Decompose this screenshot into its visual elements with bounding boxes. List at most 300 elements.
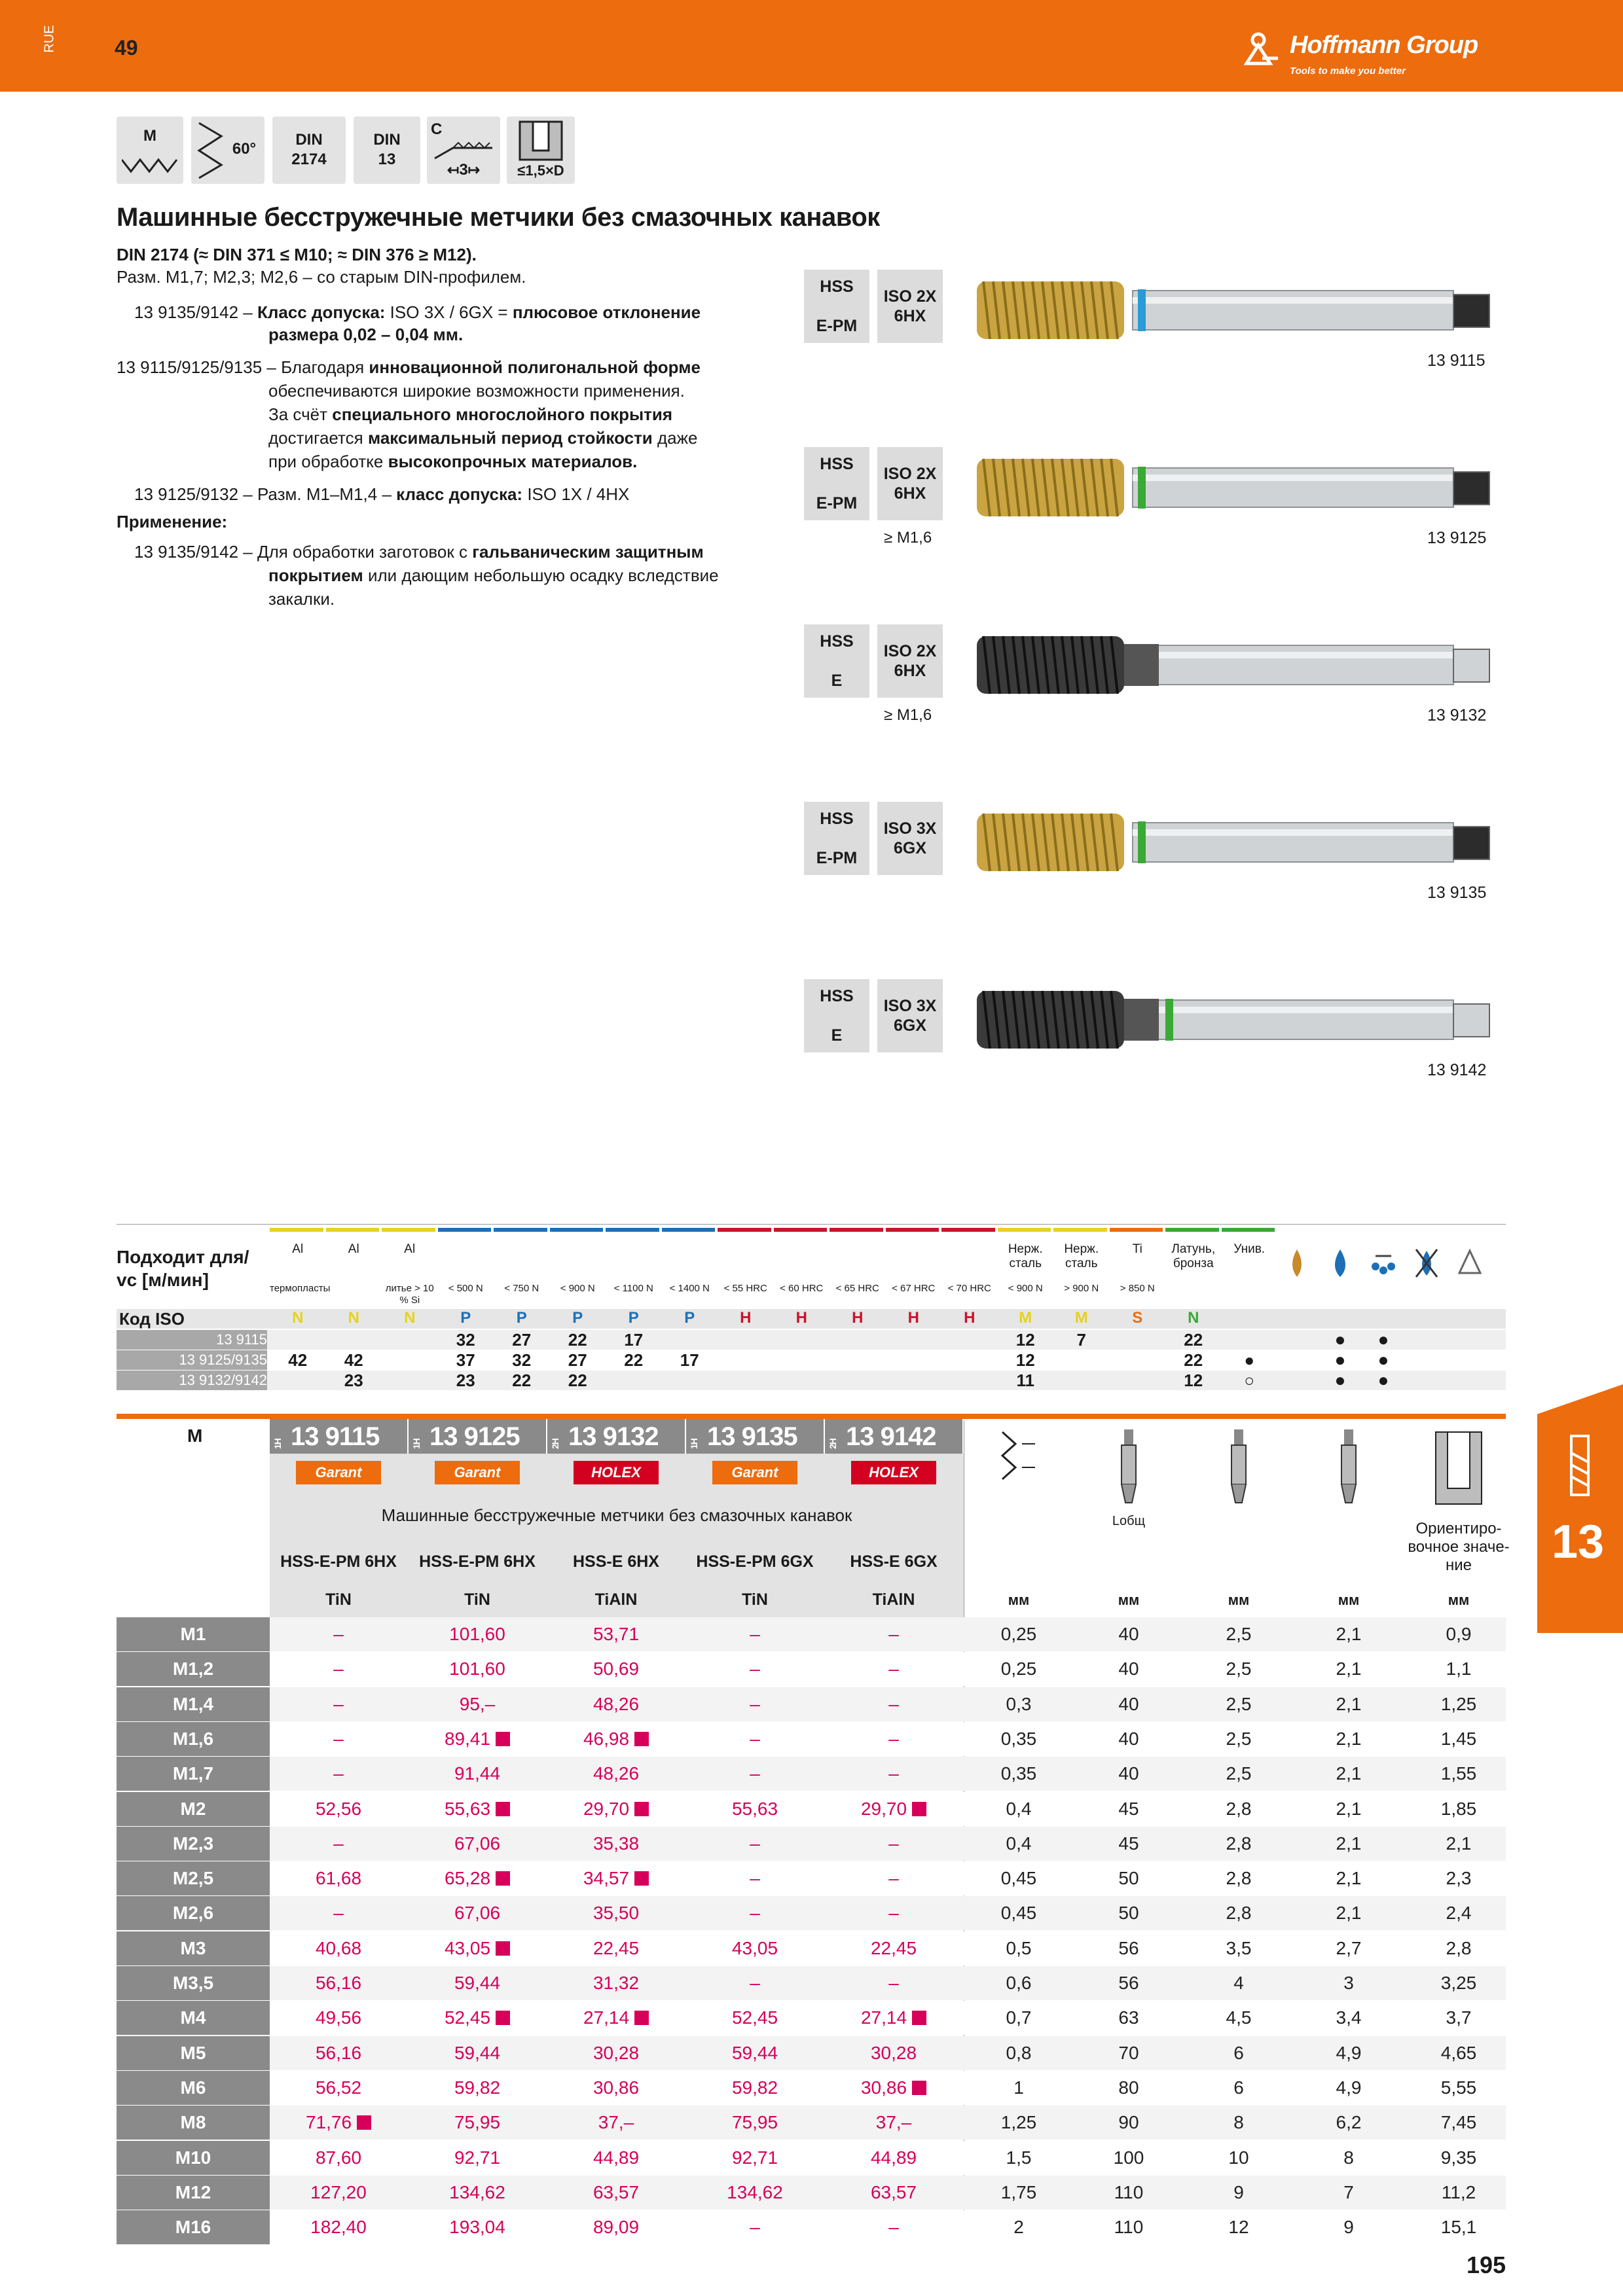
price-value: 53,71: [593, 1624, 640, 1644]
price-marker-icon: [496, 1802, 510, 1816]
tolerance-badge: [877, 270, 943, 343]
iso-code: P: [460, 1309, 471, 1327]
square-size-icon: [1319, 1426, 1378, 1517]
price-cell[interactable]: [686, 2071, 824, 2105]
cutting-speed-value: 37: [456, 1350, 475, 1370]
price-cell[interactable]: [825, 2001, 962, 2035]
brand-name: Hoffmann Group: [1290, 31, 1478, 59]
price-cell[interactable]: [270, 2210, 407, 2244]
price-value: 55,63: [444, 1798, 491, 1819]
dimension-value: 4,9: [1336, 2077, 1362, 2098]
dimension-value: 2,8: [1226, 1833, 1252, 1854]
price-cell[interactable]: [547, 2036, 685, 2070]
brand-badge: Garant: [296, 1461, 381, 1484]
price-cell[interactable]: [270, 1931, 407, 1965]
product-code-header[interactable]: [825, 1419, 962, 1454]
tolerance-line: 6HX: [894, 662, 926, 680]
suitability-row: [117, 1330, 1506, 1350]
material-header: Унив.: [1233, 1242, 1266, 1256]
tap-image: [969, 789, 1519, 893]
price-cell[interactable]: [825, 1792, 962, 1826]
material-subheader: < 70 HRC: [947, 1283, 991, 1294]
price-cell[interactable]: [686, 2036, 824, 2070]
product-coating: TiN: [742, 1590, 768, 1609]
price-cell[interactable]: [409, 2176, 546, 2210]
price-value: 37,–: [598, 2112, 634, 2133]
price-cell[interactable]: [686, 2176, 824, 2210]
dimension-unit: мм: [1338, 1592, 1360, 1608]
price-value: –: [888, 1624, 899, 1644]
price-cell[interactable]: [409, 2001, 546, 2035]
price-cell[interactable]: [547, 2176, 685, 2210]
price-cell[interactable]: [825, 2106, 962, 2140]
dimension-value: 2,5: [1226, 1728, 1252, 1749]
price-cell[interactable]: [547, 1617, 685, 1651]
dimension-value: 4,5: [1226, 2007, 1252, 2028]
price-value: –: [888, 1973, 899, 1993]
dimension-value: 4: [1233, 1973, 1244, 1993]
price-value: –: [888, 1903, 899, 1924]
price-cell[interactable]: [270, 1827, 407, 1861]
price-value: –: [333, 1763, 344, 1784]
price-cell[interactable]: [270, 1652, 407, 1686]
thread-size: M1,2: [117, 1652, 270, 1686]
price-cell[interactable]: [686, 1722, 824, 1756]
price-cell[interactable]: [686, 1652, 824, 1686]
price-cell[interactable]: [409, 1757, 546, 1791]
iso-code: S: [1132, 1309, 1143, 1327]
price-value: 134,62: [727, 2181, 783, 2202]
price-cell[interactable]: [409, 1827, 546, 1861]
price-value: –: [333, 1624, 344, 1644]
iso-code: H: [740, 1309, 752, 1327]
chapter-tab[interactable]: [1537, 1384, 1623, 1633]
dimension-value: 0,25: [1000, 1624, 1037, 1644]
material-header: Нерж. сталь: [1064, 1242, 1099, 1270]
price-cell[interactable]: [270, 2036, 407, 2070]
price-marker-icon: [496, 1732, 510, 1746]
shank-diameter-icon: [1209, 1426, 1268, 1517]
dimension-value: 110: [1114, 2217, 1144, 2238]
price-cell[interactable]: [686, 2141, 824, 2175]
dimension-value: 4,65: [1440, 2042, 1477, 2063]
price-cell[interactable]: [270, 1722, 407, 1756]
price-cell[interactable]: [547, 1757, 685, 1791]
price-value: –: [750, 1973, 760, 1993]
price-cell[interactable]: [686, 1757, 824, 1791]
material-header: Al: [292, 1242, 304, 1256]
price-cell[interactable]: [825, 1966, 962, 2000]
iso-code: H: [964, 1309, 976, 1327]
dimension-value: 100: [1113, 2147, 1144, 2168]
price-cell[interactable]: [270, 1617, 407, 1651]
price-value: –: [750, 1903, 760, 1924]
dimension-value: 2,5: [1226, 1763, 1252, 1784]
price-cell[interactable]: [547, 1861, 685, 1895]
price-value: 48,26: [593, 1693, 640, 1714]
price-value: 55,63: [731, 1798, 778, 1819]
tolerance-mark: 1H: [411, 1439, 422, 1449]
price-value: 67,06: [454, 1833, 501, 1854]
price-value: 22,45: [593, 1937, 640, 1958]
price-cell[interactable]: [686, 2001, 824, 2035]
thread-pitch-icon: [989, 1426, 1048, 1517]
cutting-speed-value: 22: [568, 1330, 587, 1350]
dimension-value: 2,4: [1446, 1903, 1472, 1924]
price-cell[interactable]: [825, 2176, 962, 2210]
price-value: 30,86: [860, 2077, 907, 2098]
cutting-speed-value: 23: [344, 1371, 363, 1390]
tolerance-line: ISO 2X: [883, 642, 937, 660]
cutting-speed-value: 42: [344, 1350, 363, 1370]
price-cell[interactable]: [825, 1931, 962, 1965]
price-value: 56,16: [315, 2042, 362, 2063]
material-line: HSS: [820, 810, 854, 828]
price-cell[interactable]: [409, 2036, 546, 2070]
price-value: –: [888, 1693, 899, 1714]
tolerance-line: ISO 2X: [883, 287, 937, 306]
thread-profile-icon: [122, 154, 178, 174]
thread-size: M12: [117, 2176, 270, 2210]
price-cell[interactable]: [825, 1757, 962, 1791]
material-line: HSS: [820, 632, 854, 651]
dimension-value: 50: [1118, 1868, 1139, 1889]
price-cell[interactable]: [686, 2106, 824, 2140]
material-subheader: термопласты: [270, 1283, 331, 1294]
material-header: Al: [404, 1242, 416, 1256]
desc-line: размера 0,02 – 0,04 мм.: [268, 325, 464, 344]
brand-logo[interactable]: [1244, 27, 1584, 80]
price-cell[interactable]: [270, 1792, 407, 1826]
dimension-value: 10: [1228, 2147, 1249, 2168]
material-subheader: < 500 N: [448, 1283, 483, 1294]
material-group-color-bar: [718, 1228, 771, 1232]
price-cell[interactable]: [686, 1617, 824, 1651]
dimension-value: 11,2: [1441, 2181, 1476, 2202]
dimension-value: 2,1: [1336, 1659, 1362, 1679]
price-cell[interactable]: [547, 1792, 685, 1826]
iso-code: M: [1074, 1309, 1088, 1327]
price-value: 43,05: [731, 1937, 778, 1958]
material-group-color-bar: [1165, 1228, 1219, 1232]
iso-code: H: [852, 1309, 864, 1327]
price-cell[interactable]: [409, 1617, 546, 1651]
tolerance-line: 6GX: [893, 1016, 927, 1035]
price-cell[interactable]: [547, 1931, 685, 1965]
iso-code: H: [907, 1309, 919, 1327]
thread-size: M2,6: [117, 1896, 270, 1930]
material-group-color-bar: [494, 1228, 547, 1232]
dimension-value: 40: [1118, 1693, 1139, 1714]
price-cell[interactable]: [270, 1861, 407, 1895]
price-cell[interactable]: [409, 2141, 546, 2175]
price-value: 193,04: [449, 2217, 505, 2238]
price-value: –: [888, 2217, 899, 2238]
price-cell[interactable]: [409, 1896, 546, 1930]
price-cell[interactable]: [270, 1966, 407, 2000]
price-cell[interactable]: [825, 1617, 962, 1651]
product-material: HSS-E 6GX: [850, 1552, 938, 1571]
price-cell[interactable]: [547, 2210, 685, 2244]
cutting-speed-value: 17: [624, 1330, 644, 1350]
dimension-unit: мм: [1118, 1592, 1140, 1608]
price-value: –: [750, 1833, 760, 1854]
price-cell[interactable]: [270, 1757, 407, 1791]
dimension-value: 1,75: [1000, 2181, 1037, 2202]
thread-size: M1,6: [117, 1722, 270, 1756]
tolerance-line: 6GX: [893, 839, 927, 857]
price-cell[interactable]: [686, 1966, 824, 2000]
price-cell[interactable]: [686, 1896, 824, 1930]
material-subheader: < 750 N: [504, 1283, 539, 1294]
cutting-speed-value: 32: [512, 1350, 532, 1370]
tool-article-number: 13 9142: [1427, 1061, 1487, 1079]
price-value: 30,28: [870, 2042, 917, 2063]
tolerance-line: ISO 3X: [883, 819, 937, 838]
product-code: 13 9132: [568, 1422, 659, 1451]
overall-length-icon: [1099, 1426, 1158, 1517]
material-subheader: > 850 N: [1120, 1283, 1155, 1294]
price-value: 30,28: [593, 2042, 640, 2063]
thread-size: M10: [117, 2141, 270, 2175]
price-value: –: [333, 1728, 344, 1749]
price-value: –: [750, 2217, 760, 2238]
price-value: 52,45: [731, 2007, 778, 2028]
price-value: 91,44: [454, 1763, 501, 1784]
price-value: –: [333, 1659, 344, 1679]
price-cell[interactable]: [547, 2141, 685, 2175]
price-value: 31,32: [593, 1973, 640, 1993]
dimension-value: 5,55: [1440, 2077, 1477, 2098]
price-cell[interactable]: [270, 2001, 407, 2035]
dimension-value: 3,5: [1226, 1937, 1252, 1958]
price-cell[interactable]: [270, 2141, 407, 2175]
price-marker-icon: [496, 2011, 510, 2025]
desc-line: За счёт специального многослойного покрытия: [268, 404, 673, 424]
price-cell[interactable]: [825, 1652, 962, 1686]
dimension-value: 9: [1233, 2181, 1244, 2202]
din-13-symbol: DIN 13: [354, 117, 420, 184]
price-value: –: [888, 1833, 899, 1854]
price-cell[interactable]: [825, 2071, 962, 2105]
dimension-value: 2,1: [1336, 1693, 1362, 1714]
suitability-row-code: 13 9132/9142: [117, 1371, 267, 1390]
price-cell[interactable]: [409, 2071, 546, 2105]
dry-fan-icon: [1450, 1247, 1489, 1286]
desc-line: 13 9115/9125/9135 – Благодаря инновационной полигональной форме: [117, 357, 701, 377]
price-cell[interactable]: [825, 1722, 962, 1756]
dimension-value: 40: [1118, 1763, 1139, 1784]
dimension-value: 0,5: [1006, 1937, 1032, 1958]
product-coating: TiN: [464, 1590, 490, 1609]
material-group-color-bar: [438, 1228, 492, 1232]
size-note: ≥ M1,6: [884, 529, 932, 547]
price-cell[interactable]: [270, 2176, 407, 2210]
dimension-value: 40: [1118, 1728, 1139, 1749]
price-cell[interactable]: [547, 1966, 685, 2000]
price-cell[interactable]: [686, 1861, 824, 1895]
dimension-value: 8: [1233, 2112, 1244, 2133]
iso-code: P: [572, 1309, 583, 1327]
dimension-value: 15,1: [1440, 2217, 1477, 2238]
dimension-value: 2,8: [1226, 1903, 1252, 1924]
price-cell[interactable]: [686, 1687, 824, 1721]
dimension-value: 1,5: [1006, 2147, 1032, 2168]
material-subheader: < 65 HRC: [835, 1283, 879, 1294]
dimension-value: 45: [1118, 1798, 1139, 1819]
cutting-speed-value: 22: [1184, 1330, 1203, 1350]
water-drop-icon: [1321, 1247, 1360, 1286]
material-badge: [804, 979, 869, 1052]
iso-code: N: [292, 1309, 304, 1327]
iso-code: P: [684, 1309, 695, 1327]
material-header: Ti: [1132, 1242, 1142, 1256]
price-value: 134,62: [449, 2181, 505, 2202]
dimension-value: 2,1: [1336, 1903, 1362, 1924]
price-cell[interactable]: [409, 1722, 546, 1756]
material-badge: [804, 447, 869, 520]
material-group-color-bar: [774, 1228, 828, 1232]
iso-code: N: [348, 1309, 359, 1327]
price-cell[interactable]: [547, 1687, 685, 1721]
price-value: –: [750, 1624, 760, 1644]
price-cell[interactable]: [825, 1896, 962, 1930]
price-cell[interactable]: [409, 1792, 546, 1826]
dimension-value: 3: [1343, 1973, 1354, 1993]
price-value: 29,70: [860, 1798, 907, 1819]
tap-image: [969, 966, 1519, 1071]
price-cell[interactable]: [547, 2071, 685, 2105]
price-cell[interactable]: [409, 2106, 546, 2140]
dimension-value: 6: [1233, 2077, 1244, 2098]
price-cell[interactable]: [686, 2210, 824, 2244]
price-cell[interactable]: [825, 2036, 962, 2070]
tool-article-number: 13 9135: [1427, 884, 1487, 902]
material-subheader: < 67 HRC: [892, 1283, 936, 1294]
price-cell[interactable]: [686, 1792, 824, 1826]
brand-tagline: Tools to make you better: [1290, 65, 1406, 77]
product-code-header[interactable]: [547, 1419, 685, 1454]
angle-icon: [195, 120, 228, 181]
dimension-value: 50: [1118, 1903, 1139, 1924]
price-cell[interactable]: [825, 2141, 962, 2175]
language-code: RUE: [42, 25, 57, 53]
dimension-value: 2,3: [1446, 1868, 1472, 1889]
tolerance-badge: [877, 802, 943, 875]
thread-size: M4: [117, 2001, 270, 2035]
thread-size: M8: [117, 2106, 270, 2140]
material-subheader: литье > 10 % Si: [385, 1283, 434, 1306]
coolant-mark: ●: [1334, 1350, 1346, 1370]
price-cell[interactable]: [547, 2106, 685, 2140]
dimension-unit: мм: [1228, 1592, 1250, 1608]
product-code-header[interactable]: [270, 1419, 407, 1454]
cutting-speed-value: 42: [288, 1350, 308, 1370]
cutting-speed-value: 17: [680, 1350, 699, 1370]
material-group-color-bar: [662, 1228, 716, 1232]
desc-line: покрытием или дающим небольшую осадку вследствие: [268, 565, 719, 585]
price-cell[interactable]: [547, 1827, 685, 1861]
price-cell[interactable]: [547, 2001, 685, 2035]
dimension-value: 45: [1118, 1833, 1139, 1854]
material-line: HSS: [820, 987, 854, 1005]
price-marker-icon: [634, 2011, 649, 2025]
price-cell[interactable]: [409, 1652, 546, 1686]
price-value: 50,69: [593, 1659, 640, 1679]
thread-angle-symbol: 60°: [191, 117, 264, 184]
price-cell[interactable]: [270, 2071, 407, 2105]
price-cell[interactable]: [825, 1861, 962, 1895]
material-group-color-bar: [1053, 1228, 1107, 1232]
material-group-color-bar: [886, 1228, 939, 1232]
price-cell[interactable]: [270, 1896, 407, 1930]
price-marker-icon: [357, 2115, 371, 2130]
dimension-value: 6,2: [1336, 2112, 1362, 2133]
price-cell[interactable]: [409, 1966, 546, 2000]
price-cell[interactable]: [686, 1931, 824, 1965]
price-value: –: [750, 1659, 760, 1679]
cutting-speed-value: 27: [568, 1350, 587, 1370]
coolant-mark: ●: [1334, 1370, 1346, 1390]
emulsion-drop-icon: [1277, 1247, 1317, 1286]
price-cell[interactable]: [409, 1861, 546, 1895]
price-cell[interactable]: [825, 1827, 962, 1861]
price-value: 34,57: [583, 1868, 630, 1889]
product-material: HSS-E 6HX: [573, 1552, 659, 1571]
dimension-unit: мм: [1448, 1592, 1470, 1608]
price-cell[interactable]: [825, 2210, 962, 2244]
price-cell[interactable]: [409, 2210, 546, 2244]
thread-size: M16: [117, 2210, 270, 2244]
price-cell[interactable]: [825, 1687, 962, 1721]
thread-type-symbol: M: [117, 117, 183, 184]
price-cell[interactable]: [409, 1931, 546, 1965]
cutting-speed-value: 12: [1015, 1330, 1035, 1350]
price-cell[interactable]: [547, 1652, 685, 1686]
material-line: E-PM: [816, 317, 858, 335]
dimension-value: 9,35: [1440, 2147, 1477, 2168]
product-code-header[interactable]: [686, 1419, 824, 1454]
price-cell[interactable]: [270, 1687, 407, 1721]
price-value: 89,41: [444, 1728, 491, 1749]
suitability-label: Подходит для/: [117, 1247, 249, 1267]
tap-image: [969, 257, 1519, 361]
material-badge: [804, 270, 869, 343]
product-code-header[interactable]: [409, 1419, 546, 1454]
price-value: 59,82: [454, 2077, 501, 2098]
price-value: 61,68: [315, 1868, 362, 1889]
suitability-row-code: 13 9125/9135: [117, 1350, 267, 1370]
product-description: Машинные бесстружечные метчики без смазочных канавок: [381, 1505, 852, 1525]
price-cell[interactable]: [686, 1827, 824, 1861]
price-cell[interactable]: [270, 2106, 407, 2140]
price-cell[interactable]: [547, 1896, 685, 1930]
price-marker-icon: [912, 2011, 926, 2025]
price-cell[interactable]: [409, 1687, 546, 1721]
price-value: 35,50: [593, 1903, 640, 1924]
cutting-speed-value: 22: [624, 1350, 644, 1370]
price-value: 67,06: [454, 1903, 501, 1924]
dimension-value: 2,8: [1226, 1798, 1252, 1819]
thread-size: M3: [117, 1931, 270, 1965]
price-value: 92,71: [731, 2147, 778, 2168]
tolerance-mark: 2H: [828, 1439, 838, 1449]
iso-code: M: [1019, 1309, 1032, 1327]
dimension-value: 2,8: [1446, 1937, 1472, 1958]
dimension-value: 2,1: [1446, 1833, 1472, 1854]
price-value: 22,45: [870, 1937, 917, 1958]
price-cell[interactable]: [547, 1722, 685, 1756]
